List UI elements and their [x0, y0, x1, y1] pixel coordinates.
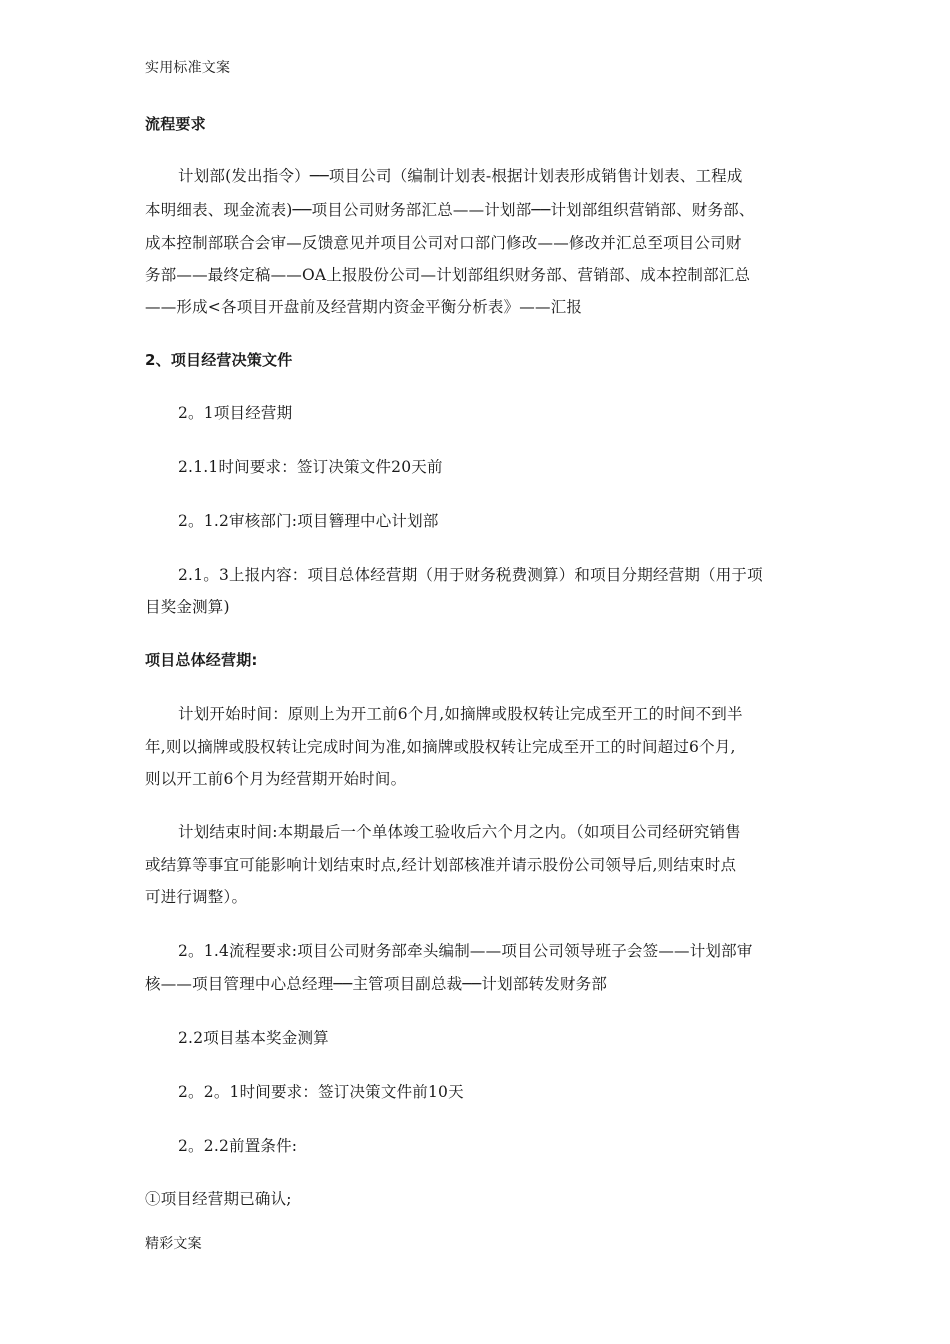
process-line: ——形成<各项目开盘前及经营期内资金平衡分析表》——汇报 [145, 298, 583, 316]
end-time-line: 可进行调整）。 [145, 888, 248, 906]
page-header: 实用标准文案 [145, 60, 231, 76]
start-time-line: 计划开始时间：原则上为开工前6个月,如摘牌或股权转让完成至开工的时间不到半 [178, 705, 743, 723]
item-2-1-3-line: 2.1。3上报内容：项目总体经营期（用于财务税费测算）和项目分期经营期（用于项 [178, 566, 763, 584]
end-time-line: 或结算等事宜可能影响计划结束时点,经计划部核准并请示股份公司领导后,则结束时点 [145, 856, 737, 874]
process-line: 本明细表、现金流表)──项目公司财务部汇总——计划部──计划部组织营销部、财务部、 [145, 201, 755, 219]
item-2-1-1: 2.1.1时间要求：签订决策文件20天前 [178, 458, 443, 476]
item-2-2-2: 2。2.2前置条件: [178, 1137, 298, 1155]
item-2-1: 2。1项目经营期 [178, 404, 293, 422]
process-heading: 流程要求 [145, 115, 206, 133]
item-2-1-2: 2。1.2审核部门:项目簪理中心计划部 [178, 512, 439, 530]
condition-1: ①项目经营期已确认; [145, 1190, 292, 1208]
process-line: 成本控制部联合会审—反馈意见并项目公司对口部门修改——修改并汇总至项目公司财 [145, 234, 742, 252]
item-2-2: 2.2项目基本奖金测算 [178, 1029, 329, 1047]
overall-period-heading: 项目总体经营期: [145, 651, 258, 669]
process-line: 务部——最终定稿——OA上报股份公司—计划部组织财务部、营销部、成本控制部汇总 [145, 266, 751, 284]
start-time-line: 年,则以摘牌或股权转让完成时间为准,如摘牌或股权转让完成至开工的时间超过6个月, [145, 738, 736, 756]
process-line: 计划部(发出指令）──项目公司（编制计划表-根据计划表形成销售计划表、工程成 [178, 167, 743, 185]
item-2-1-3-line: 目奖金测算) [145, 598, 230, 616]
end-time-line: 计划结束时间:本期最后一个单体竣工验收后六个月之内。（如项目公司经研究销售 [178, 823, 741, 841]
start-time-line: 则以开工前6个月为经营期开始时间。 [145, 770, 407, 788]
item-2-1-4-line: 2。1.4流程要求:项目公司财务部牵头编制——项目公司领导班子会签——计划部审 [178, 942, 753, 960]
section-2-heading: 2、项目经营决策文件 [145, 351, 293, 369]
page-footer: 精彩文案 [145, 1236, 202, 1252]
item-2-1-4-line: 核——项目管理中心总经理──主管项目副总裁──计划部转发财务部 [145, 975, 608, 993]
item-2-2-1: 2。2。1时间要求：签订决策文件前10天 [178, 1083, 464, 1101]
